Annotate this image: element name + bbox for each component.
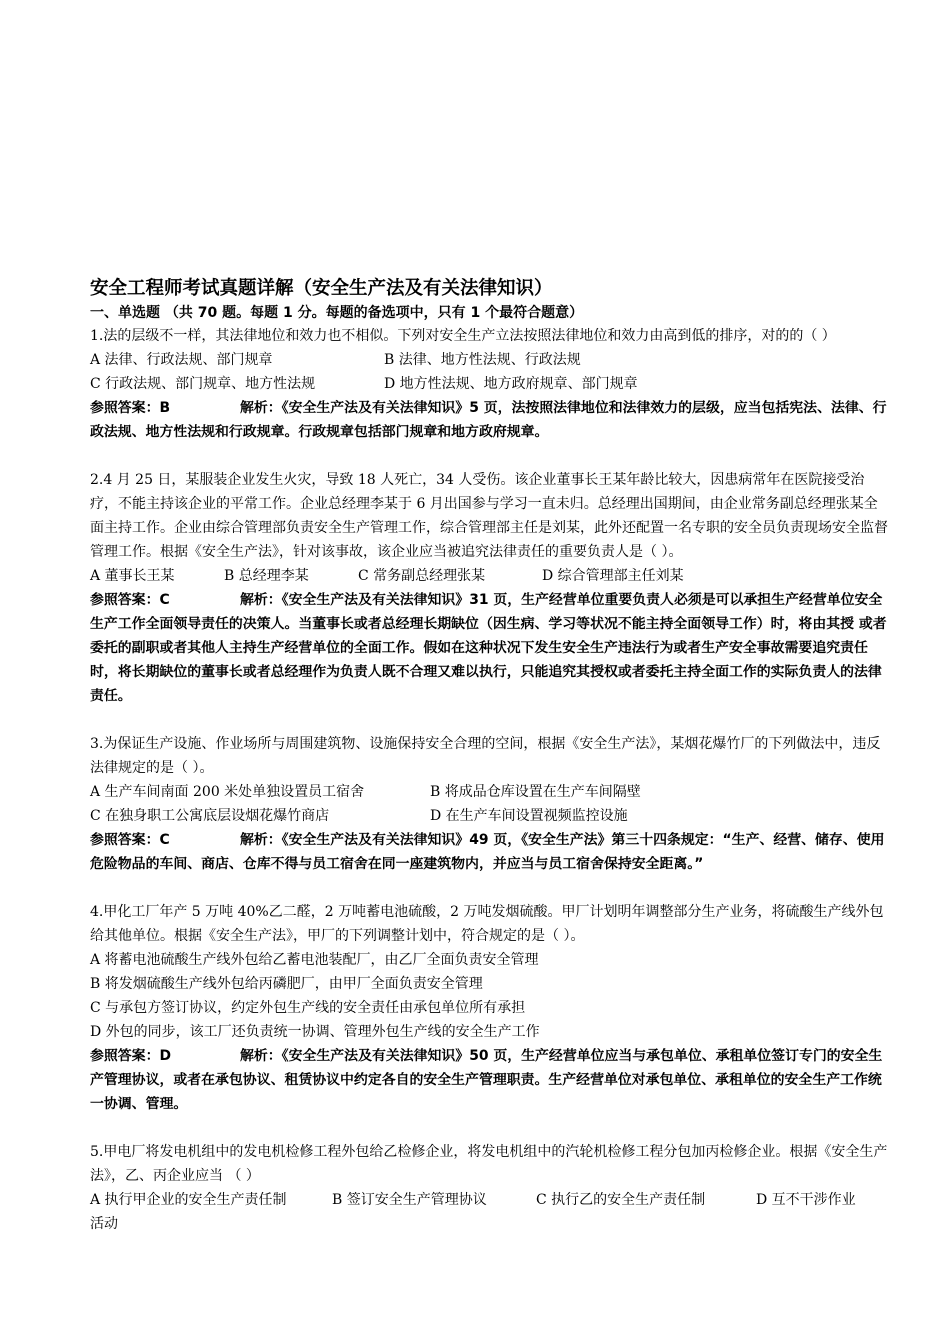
answer-analysis: 解析：《安全生产法及有关法律知识》31 页，生产经营单位重要负责人必须是可以承担生产经营单位安全生产工作全面领导责任的决策人。当董事长或者总经理长期缺位（因生病、学习等状况不能主持全面领导工作）时，将由其授 或者委托的副职或者其他人主持生产经营单位的全面工作。假如在这种状况下发生安全生产违法行为或者生产安全事故需要追究责任时，将长期缺位的董事长或者总经理作为负责人既不合理又难以执行，只能追究其授权或者委托主持全面工作的实际负责人的法律责任。 (90, 592, 887, 704)
option-d: D 外包的同步，该工厂还负责统一协调、管理外包生产线的安全生产工作 (90, 1024, 540, 1040)
question-text: 3.为保证生产设施、作业场所与周围建筑物、设施保持安全合理的空间，根据《安全生产法》，某烟花爆竹厂的下列做法中，违反法律规定的是（ ）。 (90, 736, 881, 776)
option-c: C 执行乙的安全生产责任制 (536, 1192, 706, 1208)
question-4 (90, 900, 890, 1116)
question-1 (90, 324, 890, 444)
option-row (90, 804, 890, 828)
option-row (90, 1188, 890, 1212)
answer-key: 参照答案：C (90, 592, 170, 608)
question-text: 4.甲化工厂年产 5 万吨 40%乙二醛，2 万吨蓄电池硫酸，2 万吨发烟硫酸。甲厂计划明年调整部分生产业务，将硫酸生产线外包给其他单位。根据《安全生产法》，甲厂的下列调整计划中，符合规定的是（ ）。 (90, 904, 884, 944)
question-text: 5.甲电厂将发电机组中的发电机检修工程外包给乙检修企业，将发电机组中的汽轮机检修工程分包加丙检修企业。根据《安全生产法》，乙、丙企业应当 （ ） (90, 1144, 888, 1184)
answer-analysis: 解析：《安全生产法及有关法律知识》50 页，生产经营单位应当与承包单位、承租单位签订专门的安全生产管理协议，或者在承包协议、租赁协议中约定各自的安全生产管理职责。生产经营单位对承包单位、承租单位的安全生产工作统一协调、管理。 (90, 1048, 883, 1112)
option-d-continuation: 活动 (90, 1216, 118, 1232)
answer-block (90, 828, 890, 876)
question-text: 2.4 月 25 日，某服装企业发生火灾，导致 18 人死亡，34 人受伤。该企业董事长王某年龄比较大，因患病常年在医院接受治疗，不能主持该企业的平常工作。企业总经理李某于 6 月出国参与学习一直未归。总经理出国期间，由企业常务副总经理张某全面主持工作。企业由综合管理部负责安全生产管理工作，综合管理部主任是刘某，此外还配置一名专职的安全员负责现场安全监督管理工作。根据《安全生产法》，针对该事故，该企业应当被追究法律责任的重要负责人是（ ）。 (90, 472, 888, 560)
option-a: A 董事长王某 (90, 568, 175, 584)
option-row (90, 564, 890, 588)
option-d: D 综合管理部主任刘某 (542, 568, 684, 584)
option-b: B 法律、地方性法规、行政法规 (384, 352, 581, 368)
option-d: D 互不干涉作业 (756, 1192, 856, 1208)
option-a: A 执行甲企业的安全生产责任制 (90, 1192, 287, 1208)
option-b: B 总经理李某 (224, 568, 309, 584)
answer-analysis: 解析：《安全生产法及有关法律知识》5 页，法按照法律地位和法律效力的层级，应当包括宪法、法律、行政法规、地方性法规和行政规章。行政规章包括部门规章和地方政府规章。 (90, 400, 887, 440)
option-c: C 常务副总经理张某 (358, 568, 486, 584)
section-heading: 一、单选题 （共 70 题。每题 1 分。每题的备选项中，只有 1 个最符合题意） (90, 305, 584, 321)
answer-key: 参照答案：C (90, 832, 170, 848)
question-3 (90, 732, 890, 876)
option-row (90, 348, 890, 372)
answer-block (90, 588, 890, 708)
question-5 (90, 1140, 890, 1236)
answer-block (90, 396, 890, 444)
option-row (90, 372, 890, 396)
option-c: C 行政法规、部门规章、地方性法规 (90, 376, 316, 392)
option-a: A 将蓄电池硫酸生产线外包给乙蓄电池装配厂，由乙厂全面负责安全管理 (90, 952, 539, 968)
answer-analysis: 解析：《安全生产法及有关法律知识》49 页，《安全生产法》第三十四条规定：“生产、经营、储存、使用危险物品的车间、商店、仓库不得与员工宿舍在同一座建筑物内，并应当与员工宿舍保持安全距离。” (90, 832, 885, 872)
option-row (90, 780, 890, 804)
answer-block (90, 1044, 890, 1116)
document-title: 安全工程师考试真题详解（安全生产法及有关法律知识） (90, 278, 553, 299)
option-a: A 法律、行政法规、部门规章 (90, 352, 273, 368)
option-b: B 将发烟硫酸生产线外包给丙磷肥厂，由甲厂全面负责安全管理 (90, 976, 483, 992)
answer-key: 参照答案：D (90, 1048, 171, 1064)
option-c: C 在独身职工公寓底层设烟花爆竹商店 (90, 808, 330, 824)
option-b: B 签订安全生产管理协议 (332, 1192, 487, 1208)
document-page (90, 276, 890, 1236)
option-b: B 将成品仓库设置在生产车间隔壁 (430, 784, 641, 800)
question-text: 1.法的层级不一样，其法律地位和效力也不相似。下列对安全生产立法按照法律地位和效力由高到低的排序，对的的（ ） (90, 328, 836, 344)
option-d: D 在生产车间设置视频监控设施 (430, 808, 628, 824)
option-d: D 地方性法规、地方政府规章、部门规章 (384, 376, 638, 392)
option-a: A 生产车间南面 200 米处单独设置员工宿舍 (90, 784, 365, 800)
question-2 (90, 468, 890, 708)
answer-key: 参照答案：B (90, 400, 171, 416)
option-c: C 与承包方签订协议，约定外包生产线的安全责任由承包单位所有承担 (90, 1000, 526, 1016)
